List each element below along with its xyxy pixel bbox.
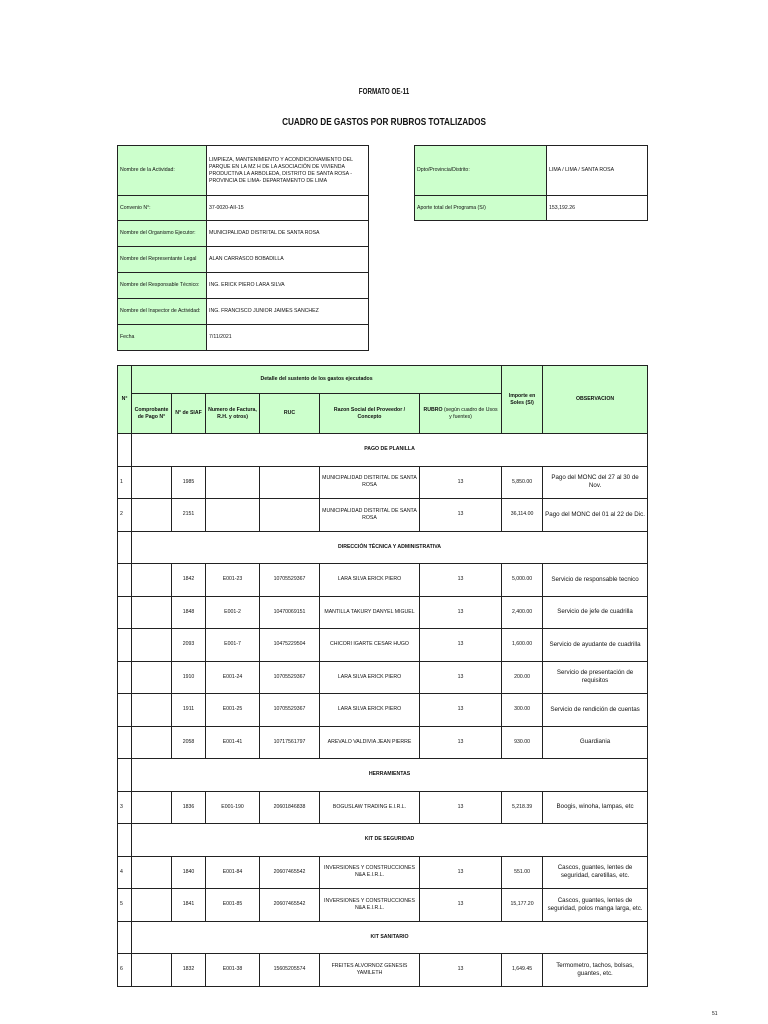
table-row xyxy=(118,889,648,922)
rubro-cell: 13 xyxy=(420,629,502,662)
comprobante-cell xyxy=(132,954,172,987)
importe-cell: 200.00 xyxy=(502,661,543,694)
section-row xyxy=(118,434,648,467)
info-row-inspector xyxy=(118,299,369,325)
header-detalle: Detalle del sustento de los gastos ejecutados xyxy=(132,366,502,394)
razon-social-cell: MUNICIPALIDAD DISTRITAL DE SANTA ROSA xyxy=(320,499,420,532)
info-value: ALAN CARRASCO BOBADILLA xyxy=(207,247,369,273)
observacion-cell: Servicio de presentación de requisitos xyxy=(543,661,648,694)
factura-cell: E001-41 xyxy=(206,726,260,759)
info-label: Fecha xyxy=(118,325,207,351)
row-number-cell xyxy=(118,629,132,662)
table-row xyxy=(118,726,648,759)
section-title: HERRAMIENTAS xyxy=(132,759,648,792)
razon-social-cell: INVERSIONES Y CONSTRUCCIONES N&A E.I.R.L. xyxy=(320,856,420,889)
section-row xyxy=(118,759,648,792)
importe-cell: 930.00 xyxy=(502,726,543,759)
rubro-cell: 13 xyxy=(420,564,502,597)
rubro-cell: 13 xyxy=(420,694,502,727)
observacion-cell: Servicio de ayudante de cuadrilla xyxy=(543,629,648,662)
importe-cell: 1,649.45 xyxy=(502,954,543,987)
ruc-cell: 20607465542 xyxy=(260,856,320,889)
info-label: Convenio N°: xyxy=(118,196,207,221)
table-row xyxy=(118,791,648,824)
comprobante-cell xyxy=(132,564,172,597)
comprobante-cell xyxy=(132,726,172,759)
observacion-cell: Cascos, guantes, lentes de seguridad, polos manga larga, etc. xyxy=(543,889,648,922)
razon-social-cell: AREVALO VALDIVIA JEAN PIERRE xyxy=(320,726,420,759)
razon-social-cell: FREITES ALVORNOZ GENESIS YAMILETH xyxy=(320,954,420,987)
siaf-cell: 1848 xyxy=(172,596,206,629)
comprobante-cell xyxy=(132,791,172,824)
section-row xyxy=(118,824,648,857)
importe-cell: 15,177.20 xyxy=(502,889,543,922)
factura-cell: E001-23 xyxy=(206,564,260,597)
section-title: KIT DE SEGURIDAD xyxy=(132,824,648,857)
info-value: 7/11/2021 xyxy=(207,325,369,351)
row-number-cell xyxy=(118,726,132,759)
rubro-cell: 13 xyxy=(420,499,502,532)
observacion-cell: Servicio de rendición de cuentas xyxy=(543,694,648,727)
rubro-cell: 13 xyxy=(420,791,502,824)
header-factura: Numero de Factura, R.H. y otros) xyxy=(206,394,260,434)
siaf-cell: 1985 xyxy=(172,466,206,499)
info-label: Aporte total del Programa (S/) xyxy=(415,196,547,221)
table-row xyxy=(118,596,648,629)
section-row xyxy=(118,531,648,564)
siaf-cell: 1842 xyxy=(172,564,206,597)
factura-cell: E001-25 xyxy=(206,694,260,727)
rubro-cell: 13 xyxy=(420,856,502,889)
info-value: ING. FRANCISCO JUNIOR JAIMES SANCHEZ xyxy=(207,299,369,325)
comprobante-cell xyxy=(132,499,172,532)
rubro-cell: 13 xyxy=(420,661,502,694)
info-label: Nombre de la Actividad: xyxy=(118,146,207,196)
comprobante-cell xyxy=(132,889,172,922)
importe-cell: 5,000.00 xyxy=(502,564,543,597)
siaf-cell: 2151 xyxy=(172,499,206,532)
row-number-cell: 3 xyxy=(118,791,132,824)
factura-cell: E001-2 xyxy=(206,596,260,629)
razon-social-cell: LARA SILVA ERICK PIERO xyxy=(320,564,420,597)
ruc-cell xyxy=(260,499,320,532)
factura-cell: E001-190 xyxy=(206,791,260,824)
rubro-cell: 13 xyxy=(420,889,502,922)
importe-cell: 551.00 xyxy=(502,856,543,889)
comprobante-cell xyxy=(132,629,172,662)
table-row xyxy=(118,564,648,597)
info-row-representante xyxy=(118,247,369,273)
info-row-convenio xyxy=(118,196,369,221)
factura-cell xyxy=(206,499,260,532)
razon-social-cell: BOGUSLAW TRADING E.I.R.L. xyxy=(320,791,420,824)
info-label: Nombre del Responsable Técnico: xyxy=(118,273,207,299)
header-rubro-label: RUBRO xyxy=(423,406,443,413)
rubro-cell: 13 xyxy=(420,596,502,629)
info-label: Dpto/Provincia/Distrito: xyxy=(415,146,547,196)
row-number-cell: 2 xyxy=(118,499,132,532)
header-importe: Importe en Soles (S/) xyxy=(502,366,543,434)
section-title: PAGO DE PLANILLA xyxy=(132,434,648,467)
section-title: KIT SANITARIO xyxy=(132,921,648,954)
info-value: MUNICIPALIDAD DISTRITAL DE SANTA ROSA xyxy=(207,221,369,247)
razon-social-cell: LARA SILVA ERICK PIERO xyxy=(320,661,420,694)
section-spacer-cell xyxy=(118,531,132,564)
siaf-cell: 1832 xyxy=(172,954,206,987)
observacion-cell: Cascos, guantes, lentes de seguridad, caretillas, etc. xyxy=(543,856,648,889)
info-value: 153,192.26 xyxy=(547,196,648,221)
info-label: Nombre del Representante Legal xyxy=(118,247,207,273)
importe-cell: 2,400.00 xyxy=(502,596,543,629)
siaf-cell: 1910 xyxy=(172,661,206,694)
rubro-cell: 13 xyxy=(420,726,502,759)
rubro-cell: 13 xyxy=(420,954,502,987)
observacion-cell: Termometro, tachos, bolsas, guantes, etc. xyxy=(543,954,648,987)
razon-social-cell: INVERSIONES Y CONSTRUCCIONES N&A E.I.R.L. xyxy=(320,889,420,922)
row-number-cell: 4 xyxy=(118,856,132,889)
siaf-cell: 2058 xyxy=(172,726,206,759)
location-info-table xyxy=(414,145,648,221)
importe-cell: 5,850.00 xyxy=(502,466,543,499)
ruc-cell: 10470069151 xyxy=(260,596,320,629)
factura-cell: E001-38 xyxy=(206,954,260,987)
header-ruc: RUC xyxy=(260,394,320,434)
info-row-fecha xyxy=(118,325,369,351)
row-number-cell: 5 xyxy=(118,889,132,922)
observacion-cell: Boogis, winoha, lampas, etc xyxy=(543,791,648,824)
section-spacer-cell xyxy=(118,921,132,954)
ruc-cell: 10717561797 xyxy=(260,726,320,759)
header-razon: Razon Social del Proveedor / Concepto xyxy=(320,394,420,434)
ruc-cell: 10705529367 xyxy=(260,661,320,694)
expenses-table xyxy=(117,365,648,987)
siaf-cell: 1911 xyxy=(172,694,206,727)
factura-cell: E001-24 xyxy=(206,661,260,694)
comprobante-cell xyxy=(132,694,172,727)
row-number-cell xyxy=(118,596,132,629)
header-observacion: OBSERVACION xyxy=(543,366,648,434)
section-spacer-cell xyxy=(118,434,132,467)
razon-social-cell: CHICORI IGARTE CESAR HUGO xyxy=(320,629,420,662)
siaf-cell: 1836 xyxy=(172,791,206,824)
observacion-cell: Pago del MONC del 27 al 30 de Nov. xyxy=(543,466,648,499)
header-n: N° xyxy=(118,366,132,434)
formato-label: FORMATO OE-11 xyxy=(358,87,410,96)
info-row-aporte xyxy=(415,196,648,221)
ruc-cell: 10475229504 xyxy=(260,629,320,662)
info-value: ING. ERICK PIERO LARA SILVA xyxy=(207,273,369,299)
section-spacer-cell xyxy=(118,824,132,857)
row-number-cell xyxy=(118,661,132,694)
header-siaf: N° de SIAF xyxy=(172,394,206,434)
factura-cell: E001-85 xyxy=(206,889,260,922)
siaf-cell: 2093 xyxy=(172,629,206,662)
ruc-cell: 20601846838 xyxy=(260,791,320,824)
comprobante-cell xyxy=(132,661,172,694)
ruc-cell: 10705529367 xyxy=(260,694,320,727)
table-row xyxy=(118,499,648,532)
rubro-cell: 13 xyxy=(420,466,502,499)
section-spacer-cell xyxy=(118,759,132,792)
importe-cell: 300.00 xyxy=(502,694,543,727)
razon-social-cell: MUNICIPALIDAD DISTRITAL DE SANTA ROSA xyxy=(320,466,420,499)
section-row xyxy=(118,921,648,954)
info-row-ubicacion xyxy=(415,146,648,196)
importe-cell: 36,114.00 xyxy=(502,499,543,532)
header-rubro xyxy=(420,394,502,434)
importe-cell: 5,218.39 xyxy=(502,791,543,824)
comprobante-cell xyxy=(132,466,172,499)
header-rubro-note: (según cuadro de Usos y fuentes) xyxy=(443,406,498,420)
info-row-responsable xyxy=(118,273,369,299)
info-label: Nombre del Organismo Ejecutor: xyxy=(118,221,207,247)
factura-cell xyxy=(206,466,260,499)
table-row xyxy=(118,661,648,694)
observacion-cell: Servicio de jefe de cuadrilla xyxy=(543,596,648,629)
row-number-cell xyxy=(118,694,132,727)
info-row-organismo xyxy=(118,221,369,247)
siaf-cell: 1841 xyxy=(172,889,206,922)
info-value: 37-0020-AII-15 xyxy=(207,196,369,221)
activity-info-table xyxy=(117,145,369,351)
siaf-cell: 1840 xyxy=(172,856,206,889)
info-value: LIMPIEZA, MANTENIMIENTO Y ACONDICIONAMIENTO DEL PARQUE EN LA MZ H DE LA ASOCIACIÓN DE VIVIENDA PRODUCTIVA LA ARBOLEDA, DISTRITO DE SANTA ROSA - PROVINCIA DE LIMA- DEPARTAMENTO DE LIMA xyxy=(207,146,369,196)
observacion-cell: Servicio de responsable tecnico xyxy=(543,564,648,597)
page-title: CUADRO DE GASTOS POR RUBROS TOTALIZADOS xyxy=(282,116,486,128)
ruc-cell: 20607465542 xyxy=(260,889,320,922)
razon-social-cell: LARA SILVA ERICK PIERO xyxy=(320,694,420,727)
info-label: Nombre del Inspector de Actividad: xyxy=(118,299,207,325)
factura-cell: E001-7 xyxy=(206,629,260,662)
ruc-cell: 15605205574 xyxy=(260,954,320,987)
factura-cell: E001-84 xyxy=(206,856,260,889)
table-row xyxy=(118,466,648,499)
ruc-cell: 10705529367 xyxy=(260,564,320,597)
info-row-actividad xyxy=(118,146,369,196)
table-row xyxy=(118,856,648,889)
comprobante-cell xyxy=(132,856,172,889)
importe-cell: 1,600.00 xyxy=(502,629,543,662)
ruc-cell xyxy=(260,466,320,499)
header-comprobante: Comprobante de Pago N° xyxy=(132,394,172,434)
table-row xyxy=(118,954,648,987)
comprobante-cell xyxy=(132,596,172,629)
observacion-cell: Guardiania xyxy=(543,726,648,759)
razon-social-cell: MANTILLA TAKURY DANYEL MIGUEL xyxy=(320,596,420,629)
page-number: 51 xyxy=(712,1011,718,1017)
section-title: DIRECCIÓN TÉCNICA Y ADMINISTRATIVA xyxy=(132,531,648,564)
table-header-row xyxy=(118,366,648,394)
info-value: LIMA / LIMA / SANTA ROSA xyxy=(547,146,648,196)
row-number-cell: 1 xyxy=(118,466,132,499)
observacion-cell: Pago del MONC del 01 al 22 de Dic. xyxy=(543,499,648,532)
table-row xyxy=(118,629,648,662)
row-number-cell: 6 xyxy=(118,954,132,987)
row-number-cell xyxy=(118,564,132,597)
table-row xyxy=(118,694,648,727)
